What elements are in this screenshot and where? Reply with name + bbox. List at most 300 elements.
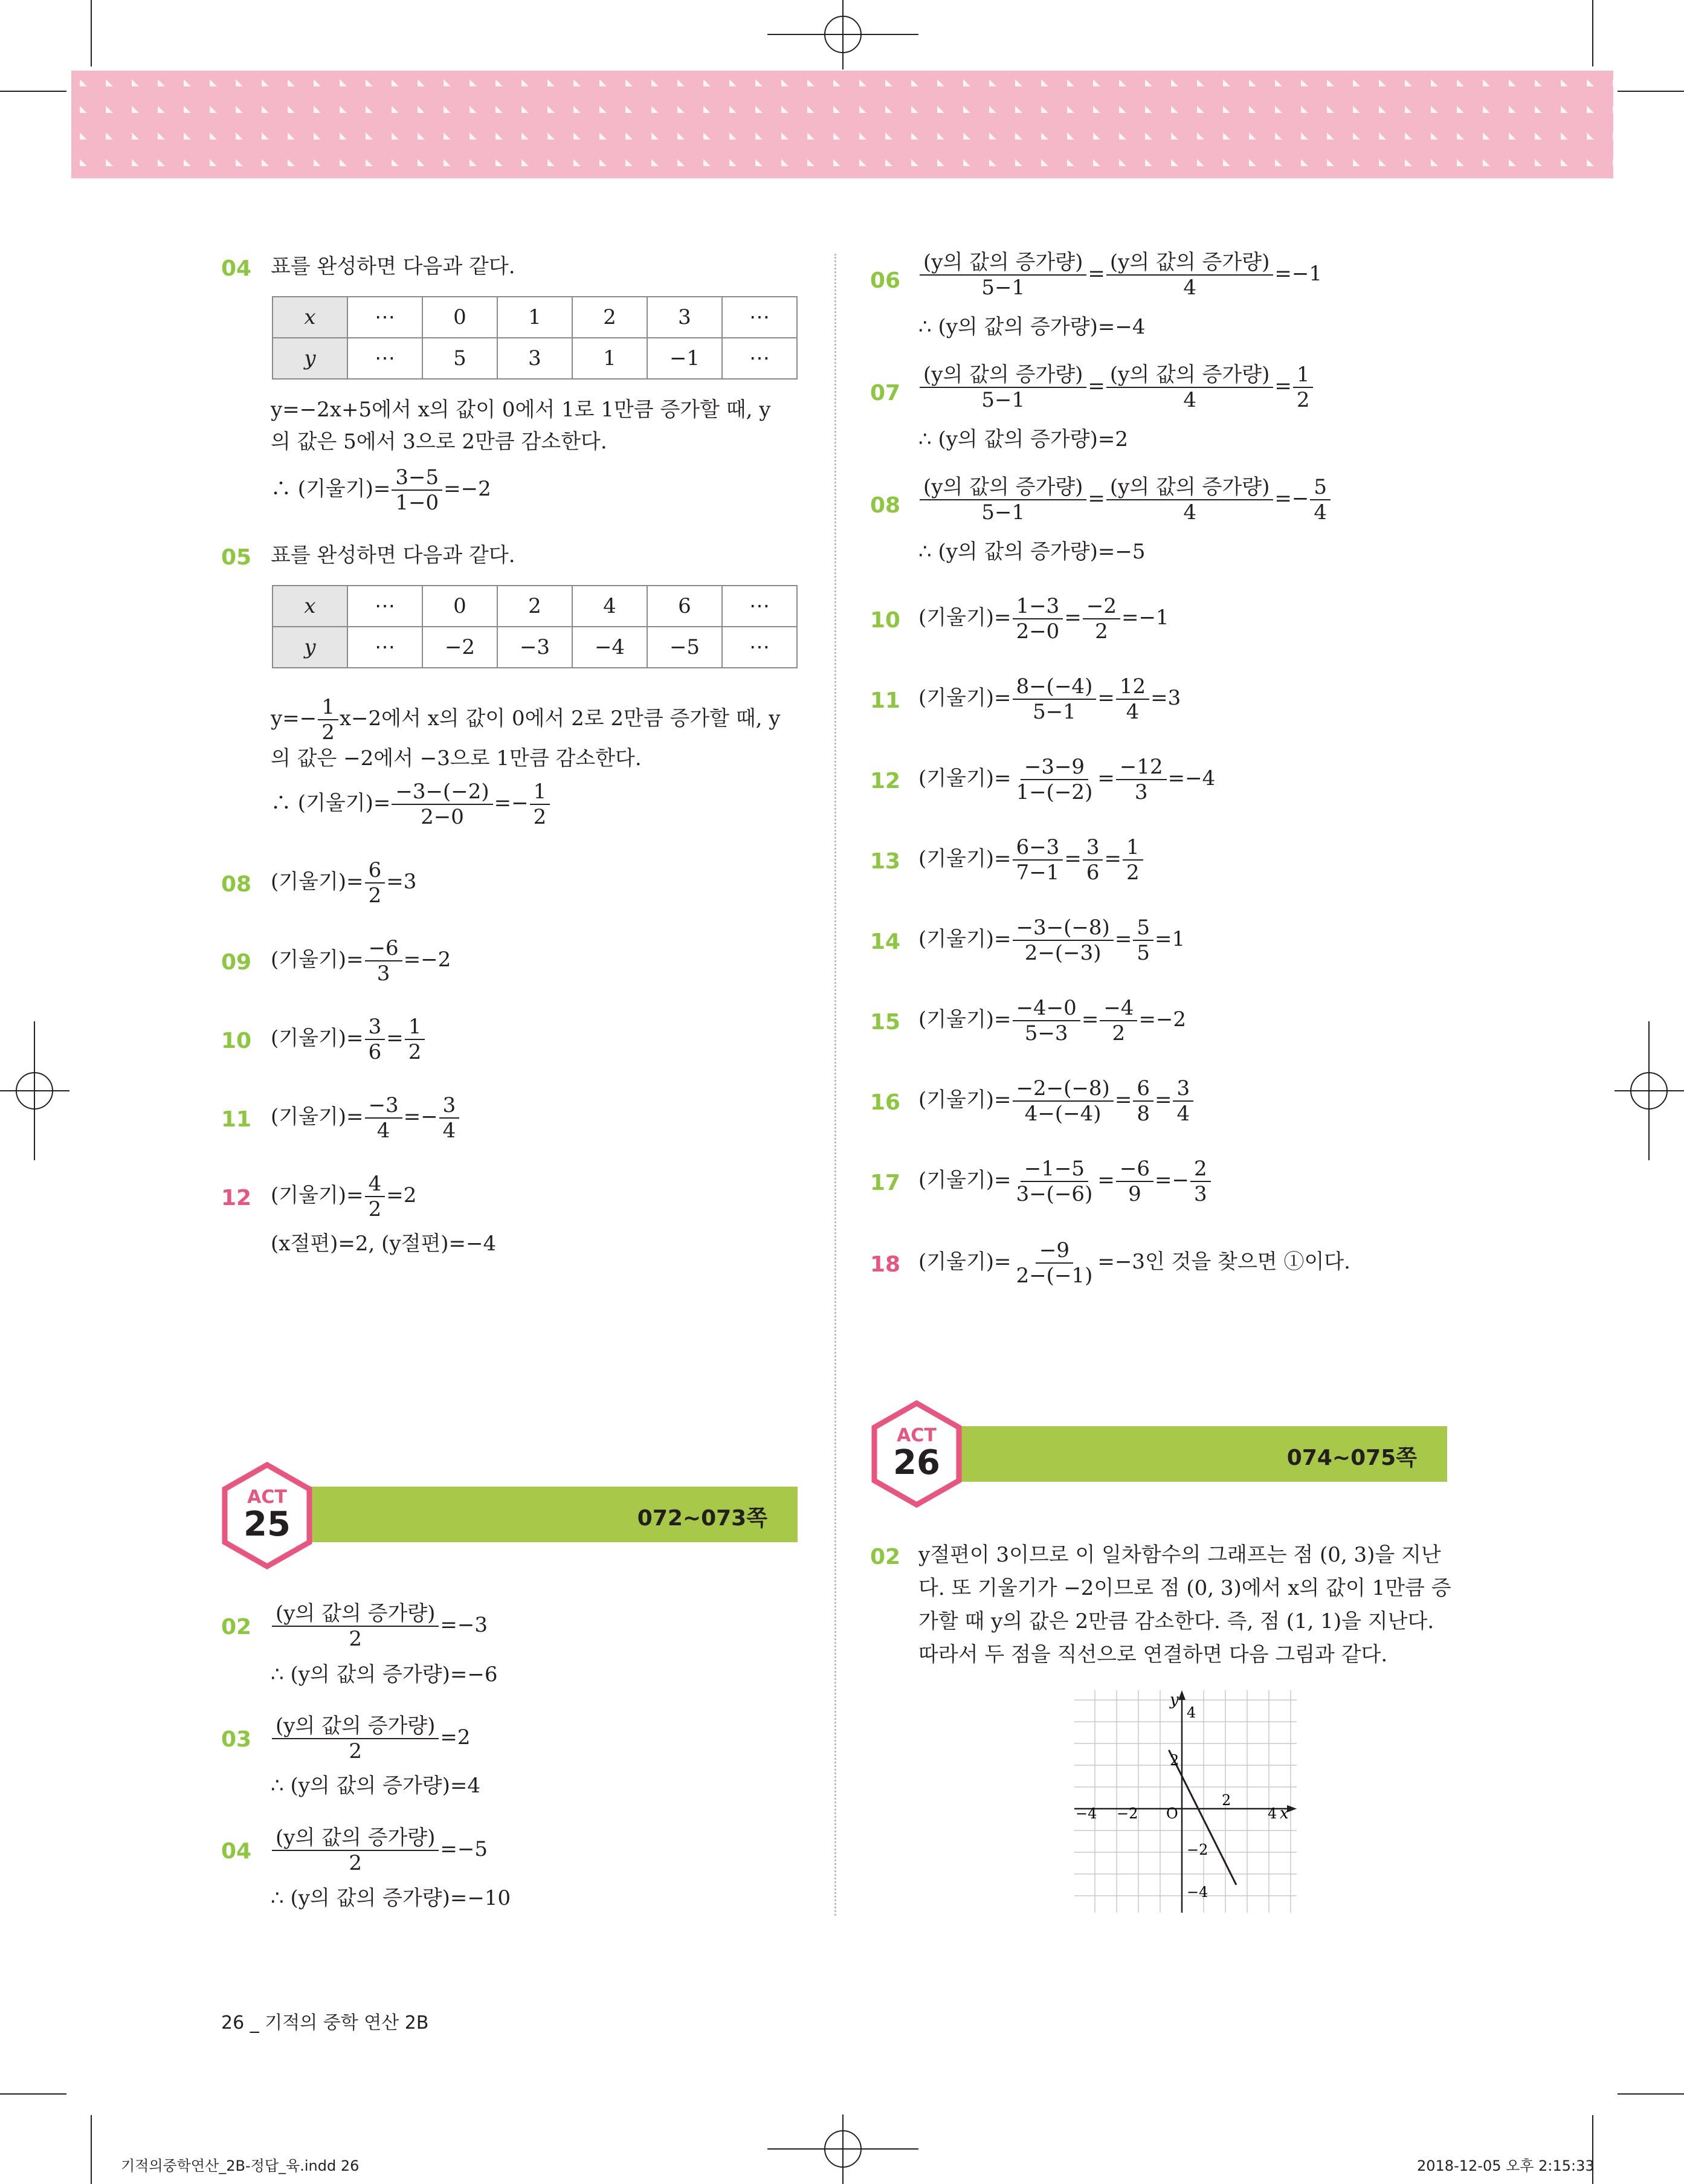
denominator: 4 xyxy=(1183,500,1196,525)
problem-number: 09 xyxy=(221,950,252,975)
footer-separator: _ xyxy=(250,2012,259,2034)
band-pattern xyxy=(158,106,165,113)
fraction xyxy=(1133,1076,1153,1126)
fraction xyxy=(920,250,1086,300)
file-slug: 기적의중학연산_2B-정답_육.indd 26 xyxy=(121,2157,360,2174)
fraction xyxy=(1106,250,1273,300)
band-pattern xyxy=(859,106,866,113)
band-pattern xyxy=(1275,79,1282,86)
denominator: 5−1 xyxy=(981,388,1025,412)
slope-equation: (기울기)= $\frac{-3-9}{1-(-2)}$ = $\frac{-12}{3}$ =−4 xyxy=(918,755,1216,804)
band-pattern xyxy=(963,79,970,86)
denominator: 2−0 xyxy=(421,805,464,829)
y-tick-label: 2 xyxy=(1170,1752,1179,1769)
band-pattern xyxy=(547,132,555,140)
band-pattern xyxy=(547,106,555,113)
numerator: −6 xyxy=(365,936,402,961)
band-pattern xyxy=(1067,159,1074,166)
band-pattern xyxy=(158,79,165,86)
numerator: 1 xyxy=(530,780,550,805)
page-footer xyxy=(221,2008,428,2034)
fraction xyxy=(1013,1238,1097,1288)
band-pattern xyxy=(1431,106,1438,113)
band-pattern xyxy=(1353,132,1360,140)
fraction xyxy=(272,1826,439,1875)
band-pattern xyxy=(729,132,737,140)
page-range: 074~075쪽 xyxy=(1286,1446,1417,1470)
problem-text: 의 값은 5에서 3으로 2만큼 감소한다. xyxy=(271,430,607,454)
act-badge xyxy=(868,1400,965,1508)
act-label: ACT xyxy=(897,1425,937,1446)
denominator: 5−3 xyxy=(1024,1021,1068,1045)
band-pattern xyxy=(1353,79,1360,86)
band-pattern xyxy=(184,79,191,86)
band-pattern xyxy=(1223,79,1230,86)
band-pattern xyxy=(106,79,113,86)
denominator: 5 xyxy=(1137,941,1150,965)
band-pattern xyxy=(392,106,399,113)
numerator: 3 xyxy=(439,1093,460,1119)
band-pattern xyxy=(1067,132,1074,140)
band-pattern xyxy=(1587,79,1594,86)
numerator: 8−(−4) xyxy=(1013,674,1097,700)
fraction xyxy=(365,1015,386,1064)
band-pattern xyxy=(340,106,347,113)
denominator: 2 xyxy=(321,720,335,745)
problem-number: 12 xyxy=(870,769,901,793)
fraction xyxy=(920,363,1086,412)
table-cell: 5 xyxy=(422,338,497,379)
band-pattern xyxy=(132,132,139,140)
equation-text: (기울기)= xyxy=(918,927,1011,951)
band-pattern xyxy=(1561,159,1568,166)
function-line xyxy=(1169,1750,1236,1885)
band-pattern xyxy=(236,132,243,140)
numerator: 6−3 xyxy=(1013,835,1063,861)
slope-equation: (기울기)= $\frac{-1-5}{3-(-6)}$ = $\frac{-6}{9}$ =− $\frac{2}{3}$ xyxy=(918,1157,1212,1206)
problem-text: 표를 완성하면 다음과 같다. xyxy=(271,254,515,279)
band-pattern xyxy=(1197,132,1204,140)
fraction xyxy=(1293,363,1314,412)
band-pattern xyxy=(418,132,425,140)
band-pattern xyxy=(911,79,918,86)
equation-text: =−3인 것을 찾으면 ①이다. xyxy=(1097,1250,1350,1274)
problem-text: ∴ (y의 값의 증가량)=2 xyxy=(918,427,1128,451)
y-axis-label: y xyxy=(1170,1691,1179,1709)
denominator: 3 xyxy=(376,961,390,986)
band-pattern xyxy=(262,79,269,86)
band-pattern xyxy=(1509,79,1516,86)
numerator: 5 xyxy=(1310,475,1331,500)
table-cell: 3 xyxy=(497,338,572,379)
band-pattern xyxy=(677,132,685,140)
numerator: (y의 값의 증가량) xyxy=(272,1826,439,1851)
header-band xyxy=(71,71,1613,178)
numerator: 6 xyxy=(365,858,386,884)
denominator: 1−(−2) xyxy=(1016,780,1093,804)
problem-text: ∴ (y의 값의 증가량)=−6 xyxy=(271,1662,498,1687)
problem-number: 07 xyxy=(870,381,901,405)
band-pattern xyxy=(963,132,970,140)
table-cell: 3 xyxy=(647,297,722,338)
band-pattern xyxy=(1171,159,1178,166)
band-pattern xyxy=(1249,132,1256,140)
denominator: 2−(−3) xyxy=(1024,941,1102,965)
numerator: 1 xyxy=(1123,835,1143,861)
problem-number: 10 xyxy=(221,1029,252,1053)
band-pattern xyxy=(1587,106,1594,113)
band-pattern xyxy=(288,79,295,86)
band-pattern xyxy=(781,79,789,86)
band-pattern xyxy=(729,159,737,166)
denominator: 4 xyxy=(442,1119,456,1143)
band-pattern xyxy=(781,132,789,140)
page-number: 26 xyxy=(221,2012,245,2034)
band-pattern xyxy=(1119,106,1126,113)
problem-text: 의 값은 −2에서 −3으로 1만큼 감소한다. xyxy=(271,746,642,771)
denominator: 2 xyxy=(1296,388,1310,412)
denominator: 2 xyxy=(349,1627,363,1651)
band-pattern xyxy=(418,159,425,166)
numerator: (y의 값의 증가량) xyxy=(1106,363,1273,388)
band-pattern xyxy=(859,79,866,86)
numerator: −12 xyxy=(1116,755,1167,780)
problem-number: 17 xyxy=(870,1171,901,1195)
table-cell: ⋯ xyxy=(722,338,797,379)
band-pattern xyxy=(184,159,191,166)
registration-mark xyxy=(0,1021,69,1160)
band-pattern xyxy=(677,79,685,86)
equation-text: (기울기)= xyxy=(918,847,1011,871)
band-pattern xyxy=(755,132,763,140)
band-pattern xyxy=(729,106,737,113)
band-pattern xyxy=(1379,106,1386,113)
fraction xyxy=(405,1015,425,1064)
equation xyxy=(271,1826,488,1875)
band-pattern xyxy=(1197,159,1204,166)
problem-number: 05 xyxy=(221,545,252,570)
band-pattern xyxy=(807,106,815,113)
fraction xyxy=(318,695,338,745)
band-pattern xyxy=(1405,106,1412,113)
value-table xyxy=(272,296,798,380)
band-pattern xyxy=(1171,79,1178,86)
band-pattern xyxy=(80,106,87,113)
trim-mark xyxy=(1618,2093,1684,2095)
fraction xyxy=(1013,835,1063,885)
band-pattern xyxy=(599,159,607,166)
band-pattern xyxy=(314,132,321,140)
band-pattern xyxy=(1119,159,1126,166)
band-pattern xyxy=(366,132,373,140)
band-pattern xyxy=(885,132,892,140)
band-pattern xyxy=(989,132,996,140)
band-pattern xyxy=(1431,79,1438,86)
denominator: 2−(−1) xyxy=(1016,1264,1093,1288)
band-pattern xyxy=(1301,79,1308,86)
problem-text: 표를 완성하면 다음과 같다. xyxy=(271,543,515,567)
band-pattern xyxy=(547,159,555,166)
band-pattern xyxy=(469,79,477,86)
fraction xyxy=(1013,916,1114,965)
band-pattern xyxy=(703,159,711,166)
band-pattern xyxy=(833,132,840,140)
denominator: 2−0 xyxy=(1016,619,1060,644)
x-tick-label: 4 xyxy=(1268,1805,1277,1822)
equation xyxy=(271,1601,488,1651)
band-pattern xyxy=(1145,79,1152,86)
band-pattern xyxy=(833,79,840,86)
band-pattern xyxy=(210,79,217,86)
numerator: 1 xyxy=(405,1015,425,1040)
band-pattern xyxy=(807,79,815,86)
band-pattern xyxy=(469,106,477,113)
equation-text: y=− xyxy=(271,706,317,731)
numerator: −3−(−2) xyxy=(392,780,492,805)
band-pattern xyxy=(1093,132,1100,140)
table-row-y xyxy=(273,338,797,379)
equation-text: =− xyxy=(494,791,529,815)
numerator: (y의 값의 증가량) xyxy=(272,1714,439,1739)
table-cell: ⋯ xyxy=(347,627,422,668)
slope-equation xyxy=(271,1015,426,1064)
band-pattern xyxy=(885,159,892,166)
date-slug: 2018-12-05 오후 2:15:33 xyxy=(1417,2157,1595,2174)
denominator: 2 xyxy=(533,805,547,829)
band-pattern xyxy=(1509,159,1516,166)
band-pattern xyxy=(1041,159,1048,166)
table-cell: −2 xyxy=(422,627,497,668)
band-pattern xyxy=(1379,132,1386,140)
band-pattern xyxy=(392,132,399,140)
denominator: 2 xyxy=(349,1851,363,1875)
act-number: 25 xyxy=(244,1505,291,1544)
band-pattern xyxy=(1457,106,1464,113)
band-pattern xyxy=(1561,132,1568,140)
denominator: 4−(−4) xyxy=(1024,1102,1102,1126)
slope-equation: (기울기)= $\frac{-3-(-8)}{2-(-3)}$ = $\frac{5}{5}$ =1 xyxy=(918,916,1186,965)
problem-text xyxy=(271,695,781,745)
slope-equation xyxy=(271,1093,460,1143)
band-pattern xyxy=(937,159,944,166)
trim-mark xyxy=(0,91,66,92)
problem-number: 04 xyxy=(221,256,252,281)
band-pattern xyxy=(158,132,165,140)
band-pattern xyxy=(106,159,113,166)
table-cell: y xyxy=(273,627,347,668)
band-pattern xyxy=(158,159,165,166)
band-pattern xyxy=(106,132,113,140)
band-pattern xyxy=(573,132,581,140)
table-row-x xyxy=(273,297,797,338)
table-cell: 1 xyxy=(497,297,572,338)
act-label: ACT xyxy=(247,1487,287,1508)
band-pattern xyxy=(314,106,321,113)
table-cell: ⋯ xyxy=(722,297,797,338)
denominator: 2 xyxy=(368,884,382,908)
fraction xyxy=(1083,594,1120,644)
band-pattern xyxy=(1379,79,1386,86)
x-tick-label: −2 xyxy=(1117,1805,1138,1822)
fraction xyxy=(1083,835,1103,885)
band-pattern xyxy=(1301,106,1308,113)
band-pattern xyxy=(392,159,399,166)
band-pattern xyxy=(807,132,815,140)
band-pattern xyxy=(1405,79,1412,86)
band-pattern xyxy=(1535,132,1542,140)
equation: $\frac{\text{(y의 값의 증가량)}}{5-1}$ = $\frac{\text{(y의 값의 증가량)}}{4}$ = $\frac{1}{2}$ xyxy=(918,363,1314,412)
band-pattern xyxy=(184,106,191,113)
fraction xyxy=(365,936,402,986)
numerator: −3−9 xyxy=(1021,755,1088,780)
band-pattern xyxy=(340,159,347,166)
band-pattern xyxy=(184,132,191,140)
equation-text: =−5 xyxy=(440,1837,488,1861)
equation-text: =3 xyxy=(1150,686,1181,710)
slope-equation: (기울기)= $\frac{1-3}{2-0}$ = $\frac{-2}{2}$ =−1 xyxy=(918,594,1169,644)
problem-text: 가할 때 y의 값은 2만큼 감소한다. 즉, 점 (1, 1)을 지난다. xyxy=(918,1609,1434,1633)
problem-number: 13 xyxy=(870,849,901,874)
equation-text: (기울기)= xyxy=(271,870,364,894)
equation-text: =−4 xyxy=(1167,766,1216,790)
equation-text: ∴ (기울기)= xyxy=(271,477,391,501)
slope-equation: (기울기)= $\frac{8-(-4)}{5-1}$ = $\frac{12}{4}$ =3 xyxy=(918,674,1181,724)
equation-text: =−1 xyxy=(1274,262,1322,286)
slope-equation: (기울기)= $\frac{6-3}{7-1}$ = $\frac{3}{6}$ = $\frac{1}{2}$ xyxy=(918,835,1144,885)
band-pattern xyxy=(1613,159,1620,166)
band-pattern xyxy=(625,132,633,140)
equation-text: =−2 xyxy=(403,948,451,972)
band-pattern xyxy=(314,159,321,166)
band-pattern xyxy=(755,79,763,86)
band-pattern xyxy=(1483,159,1490,166)
band-pattern xyxy=(1457,132,1464,140)
band-pattern xyxy=(859,159,866,166)
denominator: 2 xyxy=(1095,619,1108,644)
problem-text: ∴ (y의 값의 증가량)=−4 xyxy=(918,315,1146,339)
band-pattern xyxy=(885,79,892,86)
equation-text: (기울기)= xyxy=(271,1026,364,1050)
band-pattern xyxy=(418,79,425,86)
band-pattern xyxy=(288,106,295,113)
y-tick-label: 4 xyxy=(1187,1704,1196,1721)
numerator: 2 xyxy=(1190,1157,1211,1182)
equation-text: x−2에서 x의 값이 0에서 2로 2만큼 증가할 때, y xyxy=(339,706,781,731)
equation-text: =− xyxy=(403,1105,438,1129)
band-pattern xyxy=(1223,159,1230,166)
trim-mark xyxy=(91,2115,92,2184)
band-pattern xyxy=(989,159,996,166)
band-pattern xyxy=(1353,106,1360,113)
band-pattern xyxy=(911,106,918,113)
denominator: 8 xyxy=(1137,1102,1150,1126)
problem-number: 15 xyxy=(870,1010,901,1035)
fraction xyxy=(1116,674,1149,724)
band-pattern xyxy=(1535,106,1542,113)
band-pattern xyxy=(495,132,503,140)
numerator: 4 xyxy=(365,1172,386,1197)
numerator: 3 xyxy=(1083,835,1103,861)
band-pattern xyxy=(1067,79,1074,86)
equation-text: ∴ (기울기)= xyxy=(271,791,391,815)
page-range: 072~073쪽 xyxy=(637,1506,767,1531)
equation-text: (기울기)= xyxy=(271,1105,364,1129)
problem-number: 11 xyxy=(221,1107,252,1132)
fraction xyxy=(1100,996,1137,1045)
denominator: 4 xyxy=(1183,276,1196,300)
table-cell: ⋯ xyxy=(347,338,422,379)
equation-text: =1 xyxy=(1154,927,1186,951)
numerator: (y의 값의 증가량) xyxy=(1106,250,1273,276)
value-table xyxy=(272,585,798,668)
numerator: −4 xyxy=(1100,996,1137,1021)
band-pattern xyxy=(573,106,581,113)
band-pattern xyxy=(781,159,789,166)
band-pattern xyxy=(1431,132,1438,140)
band-pattern xyxy=(599,106,607,113)
column-divider xyxy=(834,254,836,1916)
numerator: −3−(−8) xyxy=(1013,916,1114,941)
band-pattern xyxy=(1353,159,1360,166)
act-number: 26 xyxy=(893,1443,940,1482)
problem-number: 08 xyxy=(870,493,901,518)
problem-text: y=−2x+5에서 x의 값이 0에서 1로 1만큼 증가할 때, y xyxy=(271,398,771,422)
y-tick-label: −4 xyxy=(1187,1884,1208,1901)
table-cell: 4 xyxy=(572,586,647,627)
band-pattern xyxy=(1249,106,1256,113)
problem-number: 02 xyxy=(221,1615,252,1640)
band-pattern xyxy=(1093,106,1100,113)
table-cell: 0 xyxy=(422,586,497,627)
equation-text: (기울기)= xyxy=(271,1183,364,1207)
problem-text: ∴ (y의 값의 증가량)=−10 xyxy=(271,1886,511,1910)
denominator: 5−1 xyxy=(981,276,1025,300)
band-pattern xyxy=(651,79,659,86)
band-pattern xyxy=(1015,132,1022,140)
fraction xyxy=(365,1172,386,1221)
numerator: 3 xyxy=(365,1015,386,1040)
equation: $\frac{\text{(y의 값의 증가량)}}{5-1}$ = $\frac{\text{(y의 값의 증가량)}}{4}$ =− $\frac{5}{4}$ xyxy=(918,475,1332,525)
table-cell: ⋯ xyxy=(722,586,797,627)
numerator: 1 xyxy=(1293,363,1314,388)
y-axis-arrow-icon xyxy=(1178,1690,1186,1700)
problem-number: 02 xyxy=(870,1545,901,1569)
problem-number: 14 xyxy=(870,929,901,954)
band-pattern xyxy=(1145,106,1152,113)
grid xyxy=(1074,1690,1297,1913)
slope-equation xyxy=(271,465,491,515)
fraction xyxy=(1116,1157,1153,1206)
registration-mark xyxy=(1615,1021,1684,1160)
numerator: 6 xyxy=(1133,1076,1153,1102)
table-cell: x xyxy=(273,586,347,627)
band-pattern xyxy=(677,106,685,113)
equation: $\frac{\text{(y의 값의 증가량)}}{5-1}$ = $\frac{\text{(y의 값의 증가량)}}{4}$ =−1 xyxy=(918,250,1322,300)
numerator: (y의 값의 증가량) xyxy=(1106,475,1273,500)
problem-number: 16 xyxy=(870,1090,901,1115)
denominator: 4 xyxy=(376,1119,390,1143)
trim-mark xyxy=(0,2093,66,2095)
band-pattern xyxy=(80,132,87,140)
slope-equation: (기울기)= $\frac{-2-(-8)}{4-(-4)}$ = $\frac{6}{8}$ = $\frac{3}{4}$ xyxy=(918,1076,1195,1126)
equation xyxy=(271,1714,471,1763)
band-pattern xyxy=(1587,159,1594,166)
problem-text: 다. 또 기울기가 −2이므로 점 (0, 3)에서 x의 값이 1만큼 증 xyxy=(918,1576,1451,1600)
fraction xyxy=(1013,1076,1114,1126)
band-pattern xyxy=(1457,79,1464,86)
numerator: 1 xyxy=(318,695,338,720)
denominator: 7−1 xyxy=(1016,861,1060,885)
